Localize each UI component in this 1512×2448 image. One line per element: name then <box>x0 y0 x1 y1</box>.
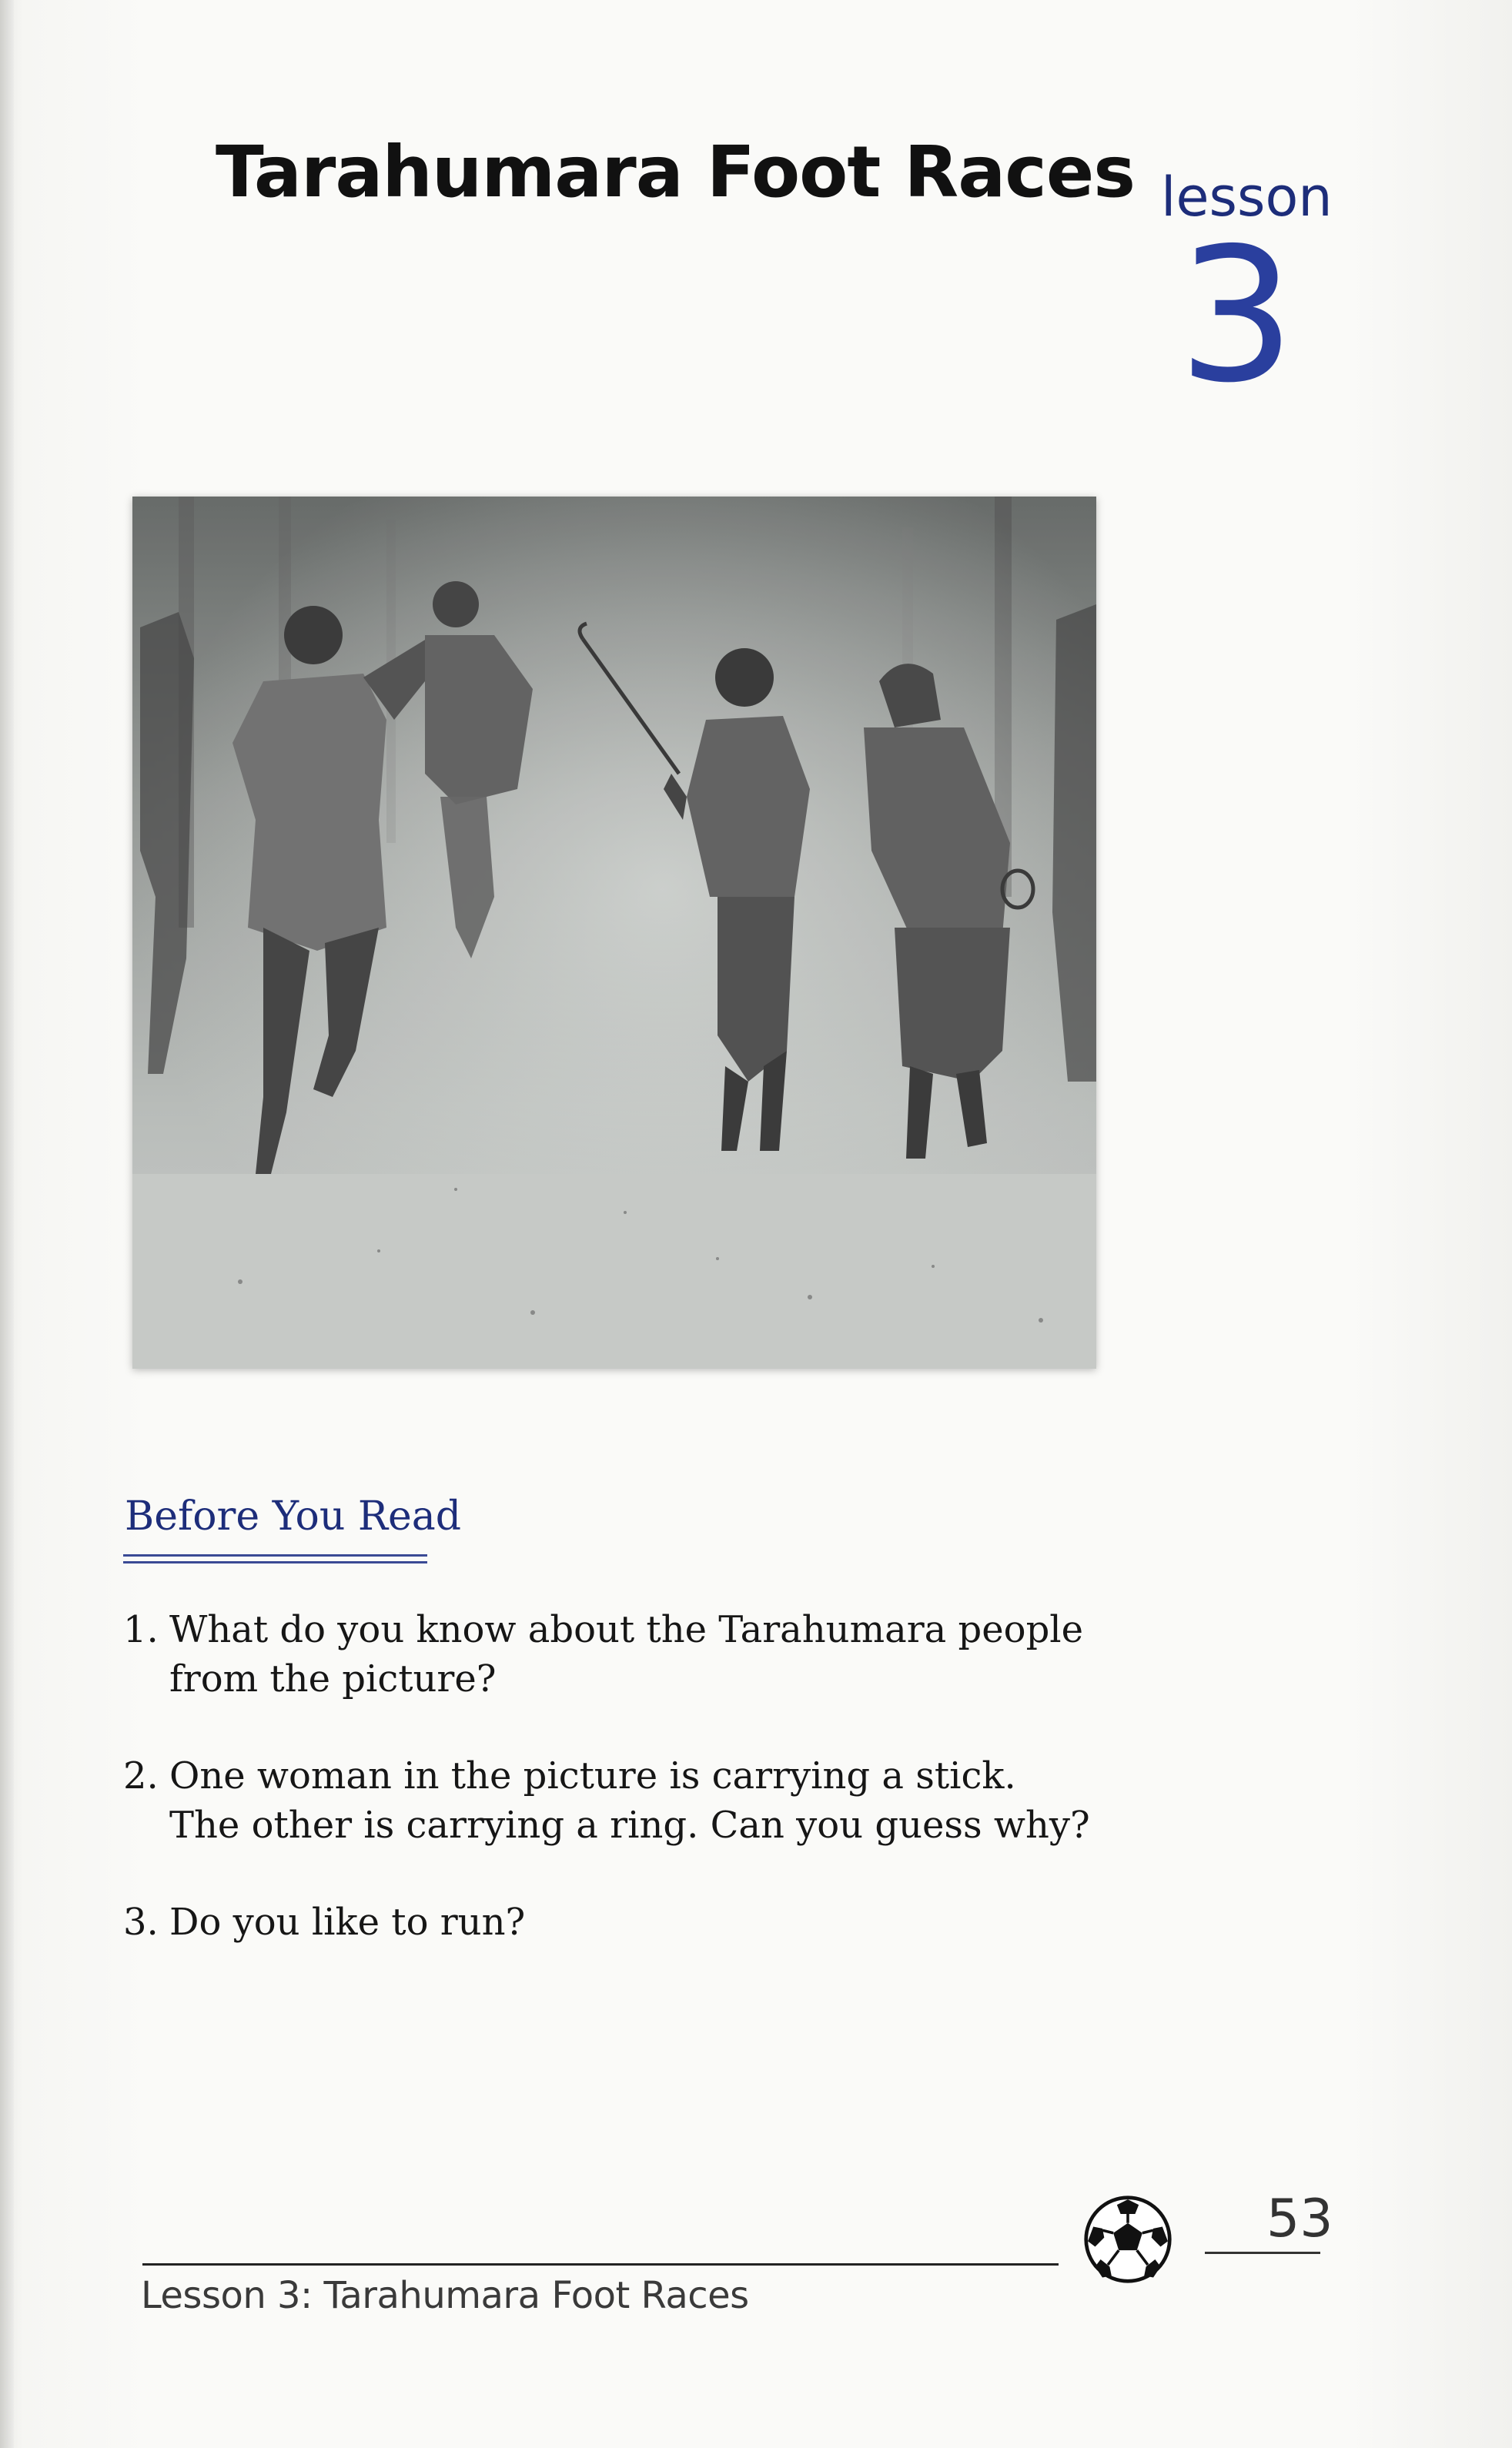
list-item <box>123 1751 1093 1850</box>
question-text: Do you like to run? <box>169 1901 526 1944</box>
book-spine-shadow <box>0 0 14 2448</box>
question-text: What do you know about the Tarahumara people from the picture? <box>169 1608 1084 1701</box>
page-number-rule <box>1205 2252 1320 2254</box>
runners-photo <box>132 497 1096 1369</box>
question-number: 3. <box>123 1901 159 1944</box>
question-number: 2. <box>123 1754 159 1798</box>
list-item <box>123 1605 1093 1704</box>
photo-of-runners <box>132 497 1096 1369</box>
question-number: 1. <box>123 1608 159 1651</box>
running-footer-title: Lesson 3: Tarahumara Foot Races <box>141 2274 749 2317</box>
question-list <box>123 1605 1093 1995</box>
lesson-label: lesson <box>1161 166 1333 229</box>
lesson-title: Tarahumara Foot Races <box>216 131 1136 213</box>
page-number: 53 <box>1266 2189 1333 2249</box>
section-heading-underline <box>123 1554 427 1563</box>
section-heading-before-you-read: Before You Read <box>125 1493 462 1540</box>
question-text: One woman in the picture is carrying a stick. The other is carrying a ring. Can you guess why? <box>169 1754 1090 1847</box>
footer-rule <box>142 2263 1059 2266</box>
lesson-number: 3 <box>1178 208 1296 423</box>
list-item <box>123 1898 1093 1947</box>
soccer-ball-icon <box>1082 2194 1173 2285</box>
